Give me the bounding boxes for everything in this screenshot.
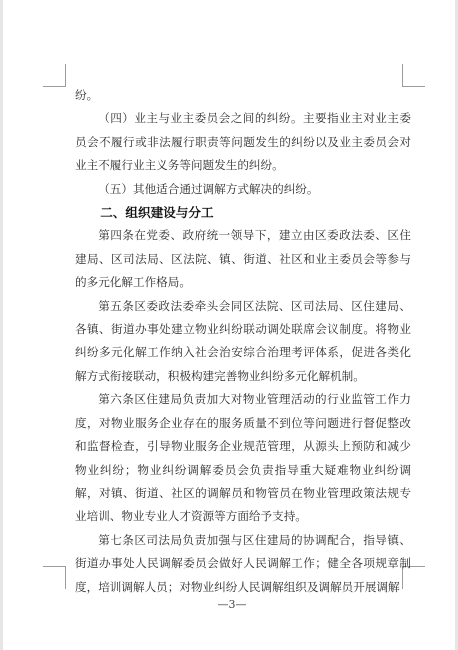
paragraph-article-seven: 第七条区司法局负责加强与区住建局的协调配合，指导镇、街道办事处人民调解委员会做好人民调解工作；健全各项规章制度，培训调解人员；对物业纠纷人民调解组织及调解员开展调解 xyxy=(75,532,411,594)
section-heading: 二、组织建设与分工 xyxy=(100,205,214,221)
crop-mark-top-left xyxy=(43,64,66,87)
crop-mark-bottom-left xyxy=(43,566,66,589)
paragraph-item-five: （五）其他适合通过调解方式解决的纠纷。 xyxy=(98,181,319,196)
paragraph-continuation: 纷。 xyxy=(75,88,99,102)
paragraph-item-four: （四）业主与业主委员会之间的纠纷。主要指业主对业主委员会不履行或非法履行职责等问题发生的纠纷以及业主委员会对业主不履行业主义务等问题发生的纠纷。 xyxy=(75,111,411,173)
document-body xyxy=(75,84,411,599)
paragraph-article-four: 第四条在党委、政府统一领导下，建立由区委政法委、区住建局、区司法局、区法院、镇、街道、社区和业主委员会等参与的多元化解工作格局。 xyxy=(75,228,411,290)
paragraph-article-six: 第六条区住建局负责加大对物业管理活动的行业监管工作力度，对物业服务企业存在的服务质量不到位等问题进行督促整改和监督检查，引导物业服务企业规范管理，从源头上预防和减少物业纠纷；物业纠纷调解委员会负责指导重大疑难物业纠纷调解，对镇、街道、社区的调解员和物管员在物业管理政策法规专业培训、物业专业人才资源等方面给予支持。 xyxy=(75,392,411,524)
paragraph-article-five: 第五条区委政法委牵头会同区法院、区司法局、区住建局、各镇、街道办事处建立物业纠纷联动调处联席会议制度。将物业纠纷多元化解工作纳入社会治安综合治理考评体系，促进各类化解方式衔接联动，积极构建完善物业纠纷多元化解机制。 xyxy=(75,298,411,383)
page-number: —3— xyxy=(217,598,247,611)
